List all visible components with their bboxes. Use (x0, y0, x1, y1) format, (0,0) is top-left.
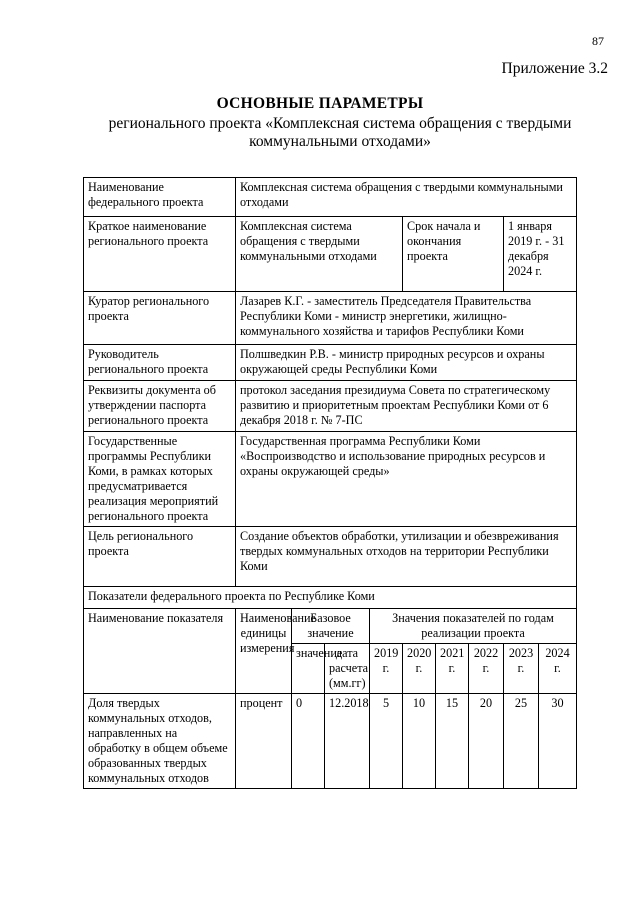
header-year: 2024 г. (539, 644, 577, 694)
row-federal-project (84, 178, 577, 217)
project-period-label: Срок начала и окончания проекта (403, 217, 504, 292)
goal-label: Цель регионального проекта (84, 527, 236, 587)
indicators-section-title: Показатели федерального проекта по Республике Коми (84, 587, 577, 609)
indicator-base-date: 12.2018 (325, 694, 370, 789)
indicator-name: Доля твердых коммунальных отходов, направленных на обработку в общем объеме образованных твердых коммунальных отходов (84, 694, 236, 789)
indicator-value: 10 (403, 694, 436, 789)
federal-project-value: Комплексная система обращения с твердыми коммунальными отходами (236, 178, 577, 217)
indicator-value: 25 (504, 694, 539, 789)
short-name-value: Комплексная система обращения с твердыми коммунальными отходами (236, 217, 403, 292)
header-base-value: значение (292, 644, 325, 694)
indicator-unit: процент (236, 694, 292, 789)
approval-value: протокол заседания президиума Совета по стратегическому развитию и приоритетным проектам Республики Коми от 6 декабря 2018 г. № 7-ПС (236, 381, 577, 432)
indicator-value: 30 (539, 694, 577, 789)
curator-label: Куратор регионального проекта (84, 292, 236, 345)
row-curator (84, 292, 577, 345)
project-period-value: 1 января 2019 г. - 31 декабря 2024 г. (504, 217, 577, 292)
header-year: 2022 г. (469, 644, 504, 694)
short-name-label: Краткое наименование регионального проекта (84, 217, 236, 292)
table-row (84, 694, 577, 789)
document-title: ОСНОВНЫЕ ПАРАМЕТРЫ (216, 95, 424, 112)
header-year: 2023 г. (504, 644, 539, 694)
head-value: Полшведкин Р.В. - министр природных ресурсов и охраны окружающей среды Республики Коми (236, 345, 577, 381)
header-year: 2021 г. (436, 644, 469, 694)
header-base-date: дата расчета (мм.гг) (325, 644, 370, 694)
indicator-value: 15 (436, 694, 469, 789)
row-approval (84, 381, 577, 432)
indicator-value: 5 (370, 694, 403, 789)
indicator-base-value: 0 (292, 694, 325, 789)
parameters-table (83, 177, 577, 789)
curator-value: Лазарев К.Г. - заместитель Председателя Правительства Республики Коми - министр энергетики, жилищно-коммунального хозяйства и тарифов Республики Коми (236, 292, 577, 345)
row-state-programs (84, 432, 577, 527)
appendix-label: Приложение 3.2 (501, 60, 608, 77)
row-goal (84, 527, 577, 587)
row-short-name (84, 217, 577, 292)
approval-label: Реквизиты документа об утверждении паспорта регионального проекта (84, 381, 236, 432)
header-year: 2020 г. (403, 644, 436, 694)
header-unit: Наименование единицы измерения (236, 609, 292, 694)
document-subtitle: регионального проекта «Комплексная система обращения с твердыми коммунальными отходами» (108, 115, 572, 150)
row-head (84, 345, 577, 381)
page-number: 87 (592, 34, 604, 48)
row-indicators-header-1 (84, 609, 577, 644)
indicator-value: 20 (469, 694, 504, 789)
state-programs-label: Государственные программы Республики Коми, в рамках которых предусматривается реализация мероприятий регионального проекта (84, 432, 236, 527)
federal-project-label: Наименование федерального проекта (84, 178, 236, 217)
header-base: Базовое значение (292, 609, 370, 644)
goal-value: Создание объектов обработки, утилизации и обезвреживания твердых коммунальных отходов на территории Республики Коми (236, 527, 577, 587)
head-label: Руководитель регионального проекта (84, 345, 236, 381)
header-years-group: Значения показателей по годам реализации проекта (370, 609, 577, 644)
header-indicator-name: Наименование показателя (84, 609, 236, 694)
row-indicators-section (84, 587, 577, 609)
state-programs-value: Государственная программа Республики Коми «Воспроизводство и использование природных ресурсов и охраны окружающей среды» (236, 432, 577, 527)
header-year: 2019 г. (370, 644, 403, 694)
